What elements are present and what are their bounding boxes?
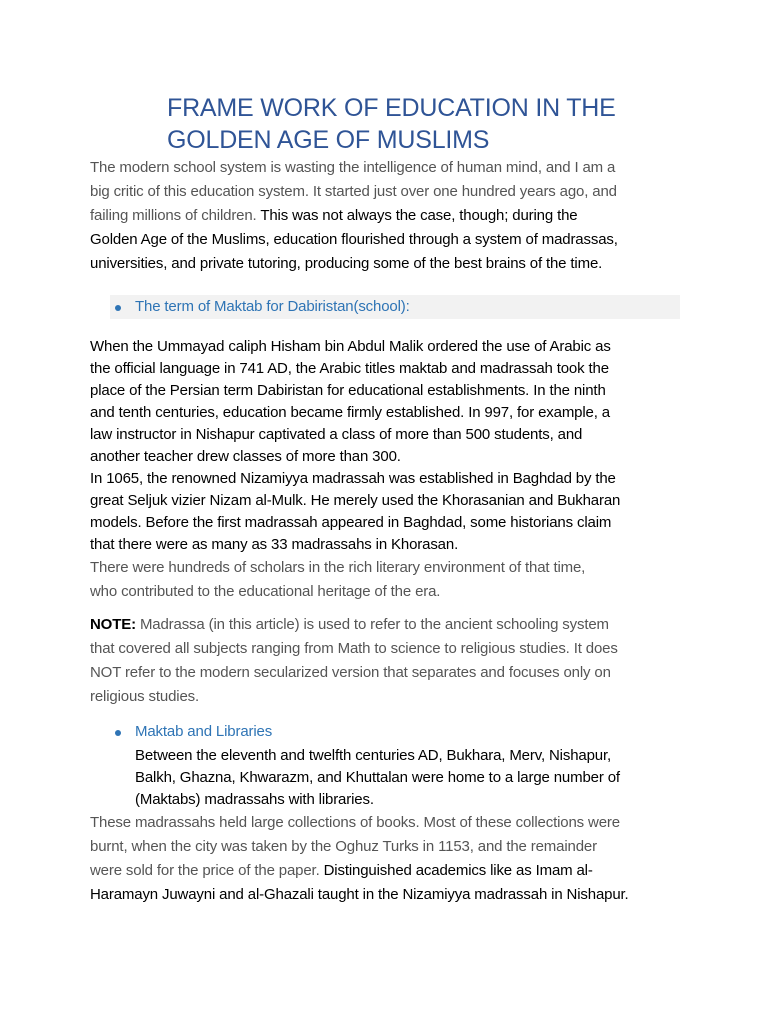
intro-line: big critic of this education system. It started just over one hundred years ago, and [90,183,617,200]
section-line: models. Before the first madrassah appeared in Baghdad, some historians claim [90,514,612,531]
section-line: another teacher drew classes of more than 300. [90,448,401,465]
note-line: religious studies. [90,688,200,705]
section-line: that there were as many as 33 madrassahs in Khorasan. [90,536,459,553]
closing-paragraph [90,811,680,907]
closing-line-grey-part: were sold for the price of the paper. [90,862,324,879]
intro-line-black-part: This was not always the case, though; during the [260,207,578,224]
section-line: In 1065, the renowned Nizamiyya madrassah was established in Baghdad by the [90,470,616,487]
closing-line: Haramayn Juwayni and al-Ghazali taught in the Nizamiyya madrassah in Nishapur. [90,886,629,903]
page-title-line-2: GOLDEN AGE OF MUSLIMS [167,126,490,154]
scholars-line: There were hundreds of scholars in the rich literary environment of that time, [90,559,586,576]
libraries-line: Balkh, Ghazna, Khwarazm, and Khuttalan were home to a large number of [135,769,620,786]
intro-line-grey-part: failing millions of children. [90,207,261,224]
intro-line: The modern school system is wasting the intelligence of human mind, and I am a [90,159,616,176]
section-line: When the Ummayad caliph Hisham bin Abdul Malik ordered the use of Arabic as [90,338,611,355]
note-line-rest: Madrassa (in this article) is used to refer to the ancient schooling system [135,616,609,633]
note-line [90,613,680,637]
libraries-line: (Maktabs) madrassahs with libraries. [135,791,374,808]
section-line: the official language in 741 AD, the Arabic titles maktab and madrassah took the [90,360,609,377]
section-maktab-paragraph [90,336,680,556]
bullet-maktab-dabiristan [110,295,680,319]
bullet-label: The term of Maktab for Dabiristan(school): [135,298,410,315]
note-line: that covered all subjects ranging from Math to science to religious studies. It does [90,640,618,657]
section-line: place of the Persian term Dabiristan for educational establishments. In the ninth [90,382,606,399]
intro-line: universities, and private tutoring, producing some of the best brains of the time. [90,255,603,272]
bullet-dot-icon [115,305,121,311]
closing-line: burnt, when the city was taken by the Oghuz Turks in 1153, and the remainder [90,838,597,855]
bullet-label: Maktab and Libraries [135,723,273,740]
intro-line [90,204,680,228]
closing-line [90,859,680,883]
intro-paragraph [90,156,680,276]
section-line: and tenth centuries, education became firmly established. In 997, for example, a [90,404,610,421]
intro-line: Golden Age of the Muslims, education flourished through a system of madrassas, [90,231,618,248]
note-paragraph [90,613,680,709]
note-line: NOT refer to the modern secularized version that separates and focuses only on [90,664,611,681]
scholars-paragraph [90,556,680,604]
note-label: NOTE: [90,616,136,633]
section-line: great Seljuk vizier Nizam al-Mulk. He merely used the Khorasanian and Bukharan [90,492,621,509]
page-title [167,92,687,156]
bullet-maktab-libraries [110,720,680,744]
libraries-paragraph [135,745,680,811]
closing-line-black-part: Distinguished academics like as Imam al- [323,862,593,879]
bullet-dot-icon [115,730,121,736]
libraries-line: Between the eleventh and twelfth centuries AD, Bukhara, Merv, Nishapur, [135,747,612,764]
scholars-line: who contributed to the educational heritage of the era. [90,583,441,600]
page-title-line-1: FRAME WORK OF EDUCATION IN THE [167,94,616,122]
closing-line: These madrassahs held large collections of books. Most of these collections were [90,814,620,831]
section-line: law instructor in Nishapur captivated a class of more than 500 students, and [90,426,583,443]
